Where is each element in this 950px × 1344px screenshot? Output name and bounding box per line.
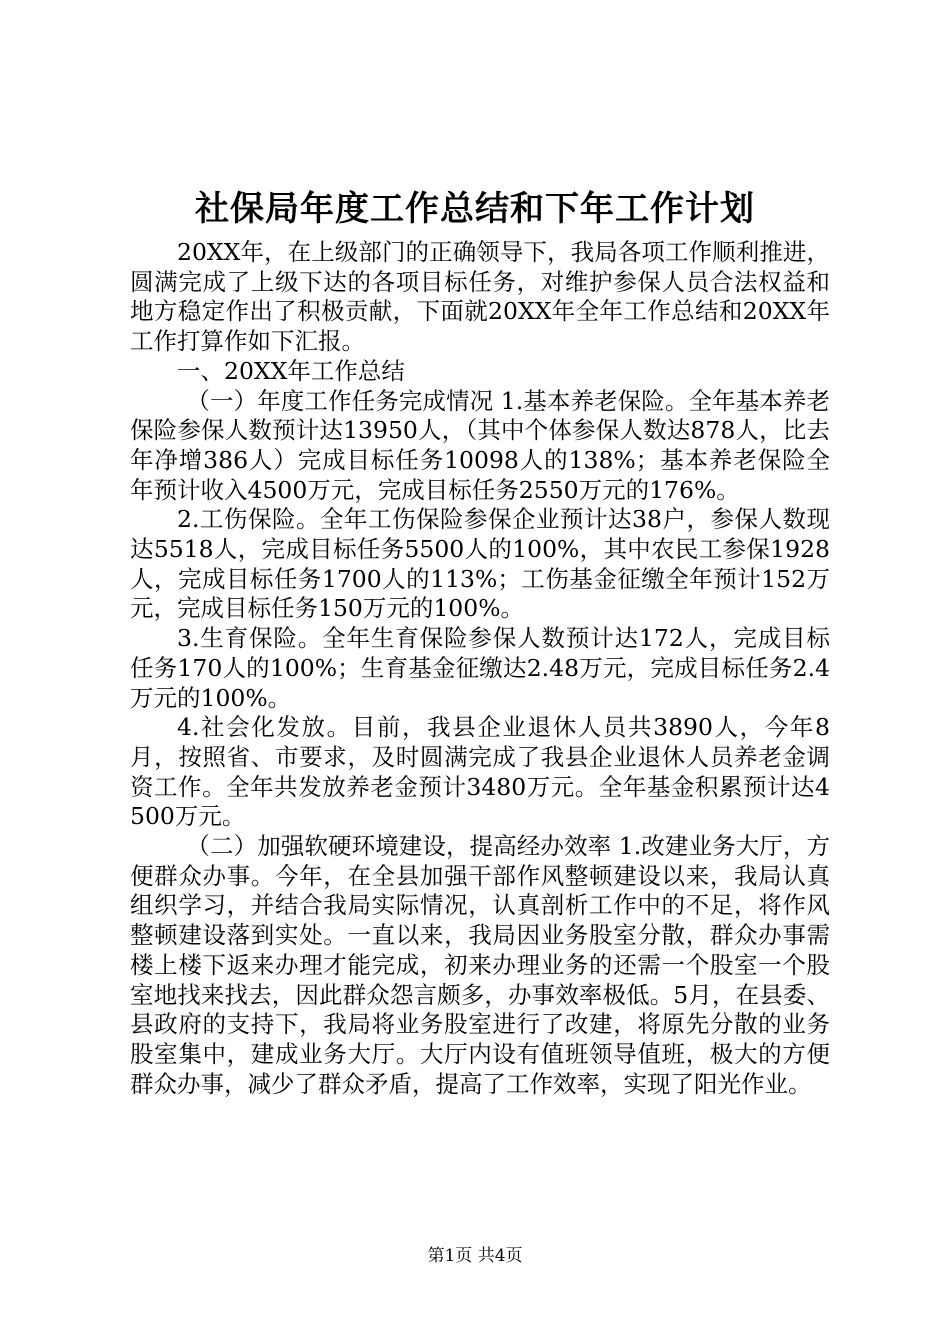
- paragraph-intro: 20XX年，在上级部门的正确领导下，我局各项工作顺利推进，圆满完成了上级下达的各项目标任务，对维护参保人员合法权益和地方稳定作出了积极贡献，下面就20XX年全年工作总结和20XX年工作打算作如下汇报。: [130, 238, 830, 356]
- section-heading: 一、20XX年工作总结: [177, 356, 405, 385]
- paragraph-social-distribution: 4.社会化发放。目前，我县企业退休人员共3890人，今年8月，按照省、市要求，及时圆满完成了我县企业退休人员养老金调资工作。全年共发放养老金预计3480万元。全年基金积累预计达4500万元。: [130, 713, 830, 831]
- paragraph-injury-insurance: 2.工伤保险。全年工伤保险参保企业预计达38户，参保人数现达5518人，完成目标任务5500人的100%，其中农民工参保1928人，完成目标任务1700人的113%；工伤基金征缴全年预计152万元，完成目标任务150万元的100%。: [130, 505, 830, 623]
- paragraph-environment-construction: （二）加强软硬环境建设，提高经办效率 1.改建业务大厅，方便群众办事。今年，在全县加强干部作风整顿建设以来，我局认真组织学习，并结合我局实际情况，认真剖析工作中的不足，将作风整顿建设落到实处。一直以来，我局因业务股室分散，群众办事需楼上楼下返来办理才能完成，初来办理业务的还需一个股室一个股室地找来找去，因此群众怨言颇多，办事效率极低。5月，在县委、县政府的支持下，我局将业务股室进行了改建，将原先分散的业务股室集中，建成业务大厅。大厅内设有值班领导值班，极大的方便群众办事，减少了群众矛盾，提高了工作效率，实现了阳光作业。: [130, 832, 830, 1098]
- document-title: 社保局年度工作总结和下年工作计划: [195, 189, 755, 229]
- document-body: [130, 238, 830, 1099]
- paragraph-pension: （一）年度工作任务完成情况 1.基本养老保险。全年基本养老保险参保人数预计达13950人，（其中个体参保人数达878人，比去年净增386人）完成目标任务10098人的138%；基本养老保险全年预计收入4500万元，完成目标任务2550万元的176%。: [130, 386, 830, 504]
- page-indicator: 第1页 共4页: [427, 1246, 523, 1266]
- paragraph-maternity-insurance: 3.生育保险。全年生育保险参保人数预计达172人，完成目标任务170人的100%；生育基金征缴达2.48万元，完成目标任务2.4万元的100%。: [130, 624, 830, 712]
